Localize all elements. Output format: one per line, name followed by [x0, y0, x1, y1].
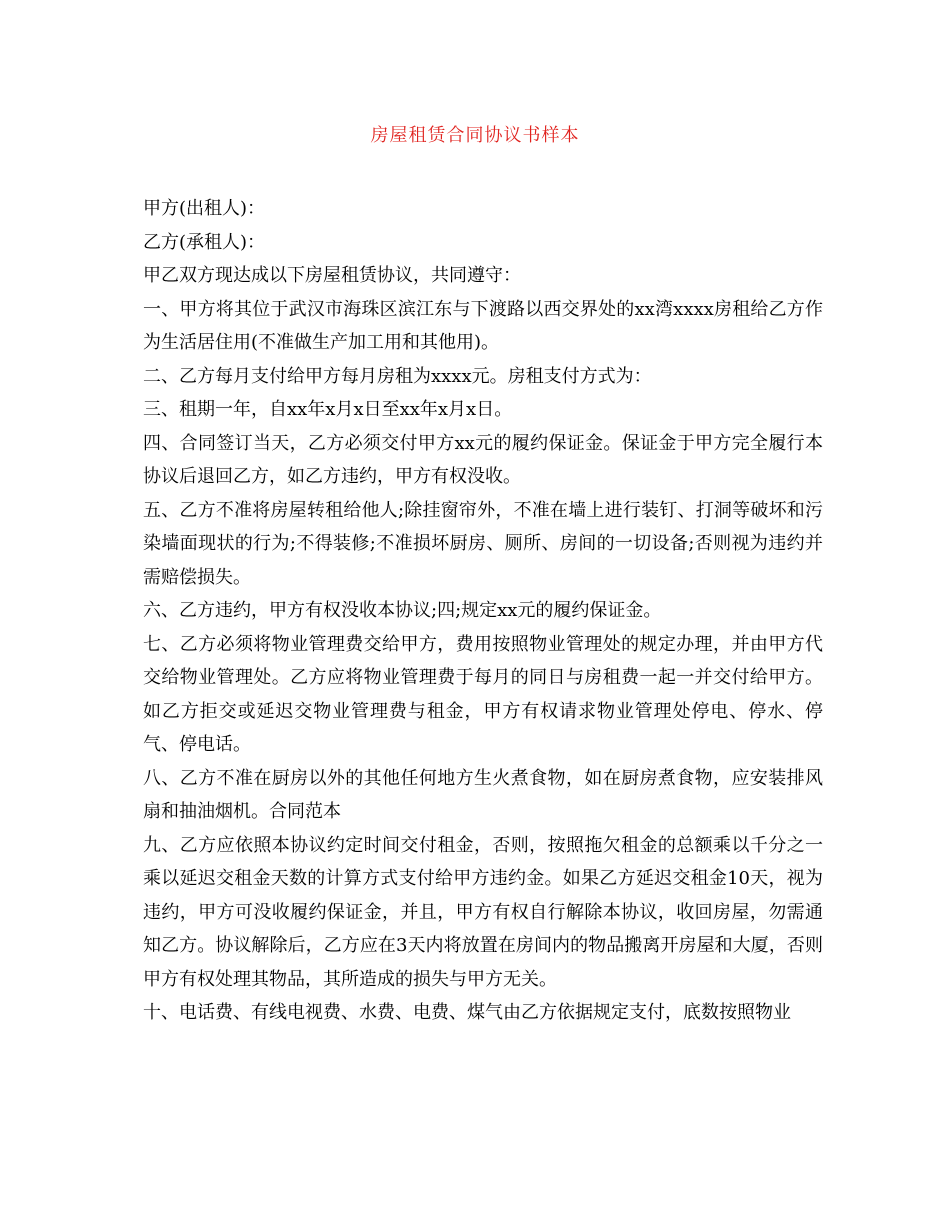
- clause-2: 二、乙方每月支付给甲方每月房租为xxxx元。房租支付方式为：: [143, 365, 652, 387]
- clause-4: 四、合同签订当天，乙方必须交付甲方xx元的履约保证金。保证金于甲方完全履行本协议后退回乙方，如乙方违约，甲方有权没收。: [143, 432, 823, 487]
- document-title: 房屋租赁合同协议书样本: [370, 125, 580, 146]
- agreement-intro: 甲乙双方现达成以下房屋租赁协议，共同遵守：: [143, 265, 521, 286]
- clause-9: 九、乙方应依照本协议约定时间交付租金，否则，按照拖欠租金的总额乘以千分之一乘以延迟交租金天数的计算方式支付给甲方违约金。如果乙方延迟交租金10天，视为违约，甲方可没收履约保证金，并且，甲方有权自行解除本协议，收回房屋，勿需通知乙方。协议解除后，乙方应在3天内将放置在房间内的物品搬离开房屋和大厦，否则甲方有权处理其物品，其所造成的损失与甲方无关。: [143, 834, 823, 990]
- clause-7: 七、乙方必须将物业管理费交给甲方，费用按照物业管理处的规定办理，并由甲方代交给物业管理处。乙方应将物业管理费于每月的同日与房租费一起一并交付给甲方。如乙方拒交或延迟交物业管理费与租金，甲方有权请求物业管理处停电、停水、停气、停电话。: [143, 633, 823, 755]
- clause-3: 三、租期一年，自xx年x月x日至xx年x月x日。: [143, 399, 513, 420]
- document-body: [143, 192, 823, 1030]
- clause-6: 六、乙方违约，甲方有权没收本协议;四;规定xx元的履约保证金。: [143, 600, 662, 621]
- clause-10: 十、电话费、有线电视费、水费、电费、煤气由乙方依据规定支付，底数按照物业: [143, 1002, 791, 1023]
- clause-5: 五、乙方不准将房屋转租给他人;除挂窗帘外，不准在墙上进行装钉、打洞等破坏和污染墙面现状的行为;不得装修;不准损坏厨房、厕所、房间的一切设备;否则视为违约并需赔偿损失。: [143, 499, 823, 588]
- party-b-line: 乙方(承租人)：: [143, 231, 266, 253]
- clause-1: 一、甲方将其位于武汉市海珠区滨江东与下渡路以西交界处的xx湾xxxx房租给乙方作为生活居住用(不准做生产加工用和其他用)。: [143, 298, 823, 353]
- party-a-line: 甲方(出租人)：: [143, 198, 266, 219]
- clause-8: 八、乙方不准在厨房以外的其他任何地方生火煮食物，如在厨房煮食物，应安装排风扇和抽油烟机。合同范本: [143, 767, 823, 822]
